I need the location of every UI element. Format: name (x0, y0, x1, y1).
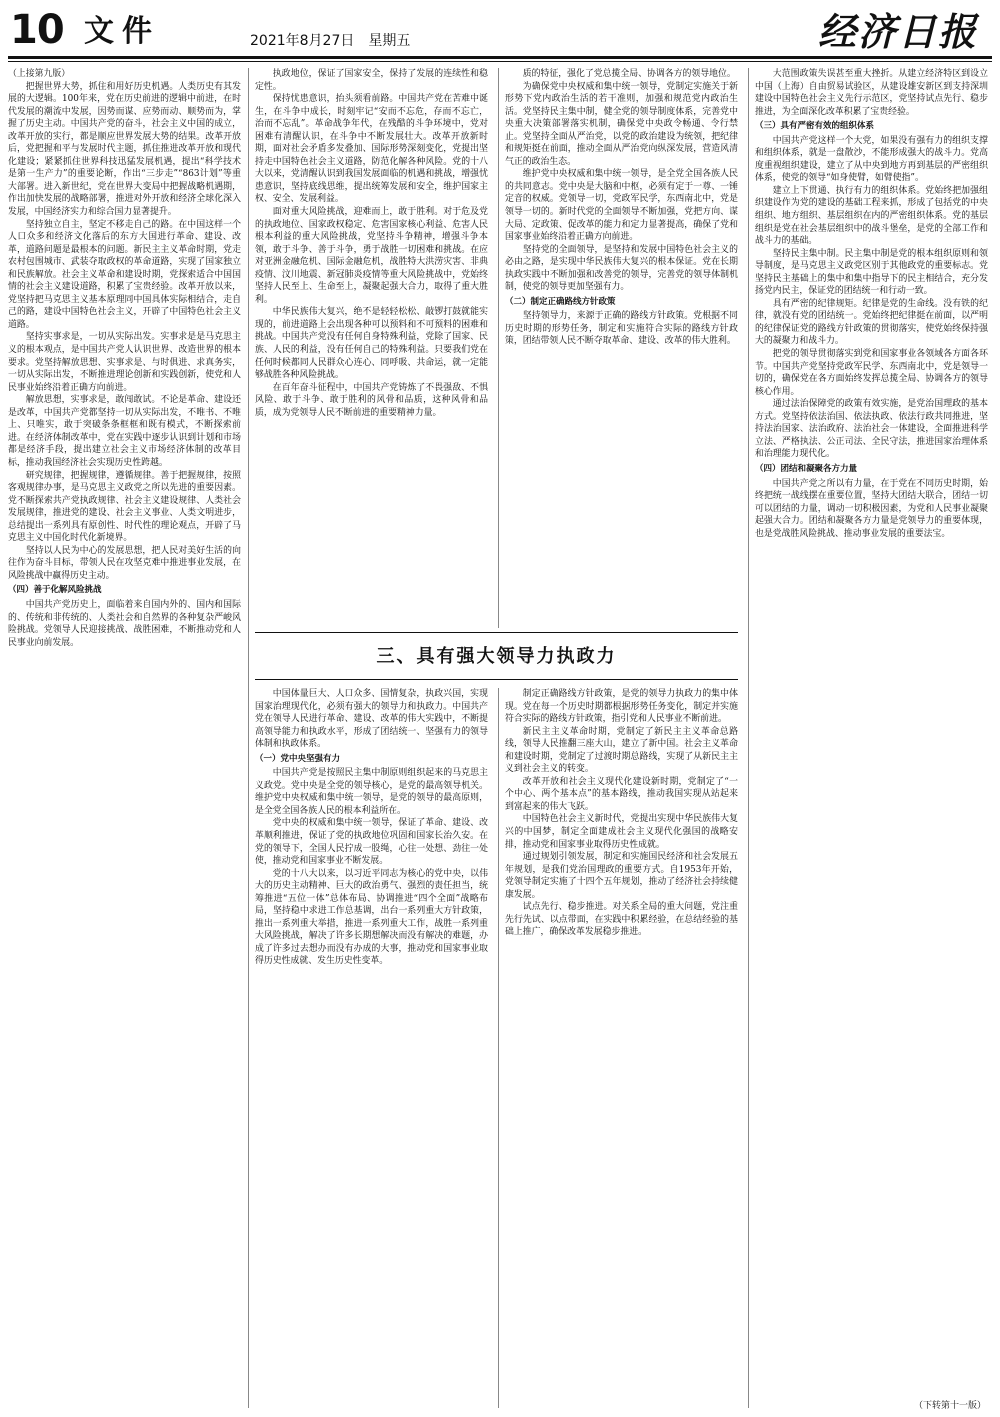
newspaper-logo: 经济日报 (817, 9, 978, 54)
section-headline: 三、具有强大领导力执政力 (376, 646, 617, 667)
paragraph: 通过规划引领发展，制定和实施国民经济和社会发展五年规划，是我们党治国理政的重要方式。自1953年开始，党领导制定实施了十四个五年规划，推动了经济社会持续健康发展。 (505, 852, 738, 900)
paragraph: 新民主主义革命时期，党制定了新民主主义革命总路线，领导人民推翻三座大山，建立了新中国。社会主义革命和建设时期，党制定了过渡时期总路线，实现了从新民主主义到社会主义的转变。 (505, 726, 738, 775)
masthead-rule (8, 56, 992, 59)
subheading: （四）善于化解风险挑战 (8, 585, 102, 596)
subheading: （三）具有严密有效的组织体系 (755, 121, 875, 132)
article-column-2-lower (255, 688, 488, 1408)
masthead (8, 6, 992, 56)
paragraph: 坚持独立自主，坚定不移走自己的路。在中国这样一个人口众多和经济文化落后的东方大国进行革命、建设、改革，道路问题是最根本的问题。新民主主义革命时期，党走农村包围城市、武装夺取政权的革命道路，实现了国家独立和民族解放。社会主义革命和建设时期，党探索适合中国国情的社会主义建设道路，积累了宝贵经验。改革开放以来，党坚持把马克思主义基本原理同中国具体实际相结合，走自己的路，建设中国特色社会主义，开辟了中国特色社会主义道路。 (8, 219, 241, 330)
article-column-4 (755, 68, 988, 1408)
paragraph: 党中央的权威和集中统一领导，保证了革命、建设、改革顺利推进，保证了党的执政地位巩固和国家长治久安。在党的领导下，全国人民拧成一股绳，心往一处想、劲往一处使，推动党和国家事业不断发展。 (255, 818, 488, 867)
paragraph: 研究规律，把握规律，遵循规律。善于把握规律，按照客观规律办事，是马克思主义政党之所以先进的重要因素。党不断探索共产党执政规律、社会主义建设规律、人类社会发展规律，推进党的建设、社会主义事业、人类文明进步，总结提出一系列具有原创性、时代性的理论观点，开辟了马克思主义中国化时代化新境界。 (8, 470, 241, 544)
subheading: （四）团结和凝聚各方力量 (755, 463, 858, 474)
article-column-3 (505, 68, 738, 628)
paragraph: 为确保党中央权威和集中统一领导，党制定实施关于新形势下党内政治生活的若干准则，加强和规范党内政治生活。党坚持民主集中制，健全党的领导制度体系，完善党中央重大决策部署落实机制，确保党中央政令畅通、令行禁止。党坚持全面从严治党，以党的政治建设为统领，把纪律和规矩挺在前面，推动全面从严治党向纵深发展，营造风清气正的政治生态。 (505, 81, 738, 167)
paragraph: 中国共产党是按照民主集中制原则组织起来的马克思主义政党。党中央是全党的领导核心，是党的最高领导机关。维护党中央权威和集中统一领导，是党的领导的最高原则，是全党全国各族人民的根本利益所在。 (255, 768, 488, 816)
paragraph: 执政地位，保证了国家安全，保持了发展的连续性和稳定性。 (255, 69, 488, 92)
paragraph: 在百年奋斗征程中，中国共产党铸炼了不畏强敌、不惧风险、敢于斗争、敢于胜利的风骨和品质，这种风骨和品质，成为党领导人民不断前进的重要精神力量。 (255, 382, 488, 418)
column-divider (748, 68, 749, 1408)
continuation-note: （上接第九版） (8, 69, 71, 79)
paragraph: 坚持以人民为中心的发展思想，把人民对美好生活的向往作为奋斗目标，带领人民在攻坚克难中推进事业发展，在风险挑战中赢得历史主动。 (8, 545, 241, 581)
section-headline-box (255, 632, 738, 680)
paragraph: 中华民族伟大复兴，绝不是轻轻松松、敲锣打鼓就能实现的，前进道路上会出现各种可以预料和不可预料的困难和挑战。中国共产党没有任何自身特殊利益，党除了国家、民族、人民的利益，没有任何自己的特殊利益。只要我们党在任何时候都同人民群众心连心、同呼吸、共命运，就一定能够战胜各种风险挑战。 (255, 307, 488, 381)
subheading: （一）党中央坚强有力 (255, 753, 341, 764)
paragraph: 中国共产党之所以有力量，在于党在不同历史时期，始终把统一战线摆在重要位置，坚持大团结大联合，团结一切可以团结的力量，调动一切积极因素，为党和人民事业凝聚起强大合力。团结和凝聚各方力量是党领导力的重要体现，也是党战胜风险挑战、推动事业发展的重要法宝。 (755, 478, 988, 539)
subheading: （二）制定正确路线方针政策 (505, 296, 616, 307)
headline-rule (255, 632, 738, 633)
headline-rule (255, 679, 738, 680)
paragraph: 制定正确路线方针政策，是党的领导力执政力的集中体现。党在每一个历史时期都根据形势任务变化，制定并实施符合实际的路线方针政策，指引党和人民事业不断前进。 (505, 689, 738, 725)
article-column-1 (8, 68, 241, 1408)
paragraph: 坚持党的全面领导，是坚持和发展中国特色社会主义的必由之路，是实现中华民族伟大复兴的根本保证。党在长期执政实践中不断加强和改善党的领导，完善党的领导体制机制，使党的领导更加坚强有力。 (505, 244, 738, 293)
paragraph: 中国体量巨大、人口众多、国情复杂，执政兴国，实现国家治理现代化，必须有强大的领导力和执政力。中国共产党在领导人民进行革命、建设、改革的伟大实践中，不断提高领导能力和执政水平，形成了团结统一、坚强有力的领导体制和执政体系。 (255, 689, 488, 750)
paragraph: 中国共产党历史上，面临着来自国内外的、国内和国际的、传统和非传统的、人类社会和自然界的各种复杂严峻风险挑战。党领导人民迎接挑战、战胜困难，不断推动党和人民事业向前发展。 (8, 599, 241, 648)
issue-date: 2021年8月27日 星期五 (250, 33, 411, 49)
paragraph: 面对重大风险挑战，迎难而上，敢于胜利。对于危及党的执政地位、国家政权稳定、危害国家核心利益、危害人民根本利益的重大风险挑战，党坚持斗争精神，增强斗争本领，敢于斗争、善于斗争，勇于战胜一切困难和挑战。在应对亚洲金融危机、国际金融危机，战胜特大洪涝灾害、非典疫情、汶川地震、新冠肺炎疫情等重大风险挑战中，党始终坚持人民至上、生命至上，凝聚起强大合力，取得了重大胜利。 (255, 207, 488, 305)
paragraph: 质的特征，强化了党总揽全局、协调各方的领导地位。 (522, 69, 736, 79)
paragraph: 中国特色社会主义新时代，党提出实现中华民族伟大复兴的中国梦，制定全面建成社会主义现代化强国的战略安排，推动党和国家事业取得历史性成就。 (505, 814, 738, 850)
paragraph: 通过法治保障党的政策有效实施，是党治国理政的基本方式。党坚持依法治国、依法执政、依法行政共同推进，坚持法治国家、法治政府、法治社会一体建设，全面推进科学立法、严格执法、公正司法、全民守法，推进国家治理体系和治理能力现代化。 (755, 399, 988, 460)
paragraph: 坚持领导力，来源于正确的路线方针政策。党根据不同历史时期的形势任务，制定和实施符合实际的路线方针政策，团结带领人民不断夺取革命、建设、改革的伟大胜利。 (505, 311, 738, 347)
paragraph: 建立上下贯通、执行有力的组织体系。党始终把加强组织建设作为党的建设的基础工程来抓，形成了包括党的中央组织、地方组织、基层组织在内的严密组织体系。党的基层组织是党在社会基层组织中的战斗堡垒，是党的全部工作和战斗力的基础。 (755, 185, 988, 247)
paragraph: 中国共产党这样一个大党，如果没有强有力的组织支撑和组织体系，就是一盘散沙，不能形成强大的战斗力。党高度重视组织建设，建立了从中央到地方再到基层的严密组织体系，使党的领导“如身使臂，如臂使指”。 (755, 135, 988, 184)
paragraph: 把握世界大势，抓住和用好历史机遇。人类历史有其发展的大逻辑。100年来，党在历史前进的逻辑中前进，在时代发展的潮流中发展，因势而谋、应势而动、顺势而为，掌握了历史主动。中国共产党的奋斗，社会主义中国的成立，改革开放的实行，都是顺应世界发展大势的结果。改革开放后，党把握和平与发展时代主题，抓住推进改革开放和现代化建设；紧紧抓住世界科技迅猛发展机遇，提出“科学技术是第一生产力”的重要论断，作出“三步走”“863计划”等重大部署。进入新世纪，党在世界大变局中把握战略机遇期，作出加快发展的战略部署，推进对外开放和经济全球化深入发展，中国经济实力和综合国力显著提升。 (8, 81, 241, 218)
continued-note: （下转第十一版） (913, 1401, 986, 1411)
paragraph: 大范围政策失误甚至重大挫折。从建立经济特区到设立中国（上海）自由贸易试验区，从建设雄安新区到支持深圳建设中国特色社会主义先行示范区，党坚持试点先行、稳步推进，为全面深化改革积累了宝贵经验。 (755, 69, 988, 117)
paragraph: 保持忧患意识，抬头须看前路。中国共产党在苦难中诞生，在斗争中成长，时刻牢记“安而不忘危，存而不忘亡，治而不忘乱”。革命战争年代，在残酷的斗争环境中，党对困难有清醒认识，在斗争中不断发展壮大。改革开放新时期，面对社会矛盾多发叠加、国际形势深刻变化，党提出坚持走中国特色社会主义道路，防范化解各种风险。党的十八大以来，党清醒认识到我国发展面临的机遇和挑战，增强忧患意识，坚持底线思维，提出统筹发展和安全，维护国家主权、安全、发展利益。 (255, 94, 488, 205)
paragraph: 改革开放和社会主义现代化建设新时期，党制定了“一个中心、两个基本点”的基本路线，推动我国实现从站起来到富起来的伟大飞跃。 (505, 776, 738, 812)
masthead-rule-thin (8, 61, 992, 62)
article-column-2 (255, 68, 488, 628)
page-number: 10 (10, 7, 64, 53)
paragraph: 具有严密的纪律规矩。纪律是党的生命线。没有铁的纪律，就没有党的团结统一。党始终把纪律挺在前面，以严明的纪律保证党的路线方针政策的贯彻落实，使党始终保持强大的凝聚力和战斗力。 (755, 298, 988, 347)
paragraph: 解放思想，实事求是，敢闯敢试。不论是革命、建设还是改革，中国共产党都坚持一切从实际出发，不唯书、不唯上、只唯实，敢于突破条条框框和既有模式，不断探索前进。在经济体制改革中，党在实践中逐步认识到计划和市场都是经济手段，提出建立社会主义市场经济体制的改革目标，推动我国经济社会实现历史性跨越。 (8, 395, 241, 468)
paragraph: 维护党中央权威和集中统一领导，是全党全国各族人民的共同意志。党中央是大脑和中枢，必须有定于一尊、一锤定音的权威。党领导一切，党政军民学，东西南北中，党是领导一切的。新时代党的全面领导不断加强，党把方向、谋大局、定政策、促改革的能力和定力显著提高，确保了党和国家事业始终沿着正确方向前进。 (505, 169, 738, 243)
column-divider (498, 688, 499, 1408)
section-title: 文件 (84, 14, 160, 49)
paragraph: 党的十八大以来，以习近平同志为核心的党中央，以伟大的历史主动精神、巨大的政治勇气、强烈的责任担当，统筹推进“五位一体”总体布局、协调推进“四个全面”战略布局，坚持稳中求进工作总基调，出台一系列重大方针政策，推出一系列重大举措，推进一系列重大工作，战胜一系列重大风险挑战，解决了许多长期想解决而没有解决的难题，办成了许多过去想办而没有办成的大事，推动党和国家事业取得历史性成就、发生历史性变革。 (255, 868, 488, 967)
column-divider (248, 68, 249, 1408)
paragraph: 坚持实事求是，一切从实际出发。实事求是是马克思主义的根本观点，是中国共产党人认识世界、改造世界的根本要求。党坚持解放思想、实事求是、与时俱进、求真务实，一切从实际出发，不断推进理论创新和实践创新，使党和人民事业始终沿着正确方向前进。 (8, 332, 241, 393)
paragraph: 把党的领导贯彻落实到党和国家事业各领域各方面各环节。中国共产党坚持党政军民学、东西南北中，党是领导一切的，确保党在各方面始终发挥总揽全局、协调各方的领导核心作用。 (755, 349, 988, 397)
paragraph: 坚持民主集中制。民主集中制是党的根本组织原则和领导制度，是马克思主义政党区别于其他政党的重要标志。党坚持民主基础上的集中和集中指导下的民主相结合，充分发扬党内民主，保证党的团结统一和行动一致。 (755, 248, 988, 297)
article-column-3-lower (505, 688, 738, 1408)
paragraph: 试点先行、稳步推进。对关系全局的重大问题，党注重先行先试、以点带面，在实践中积累经验，在总结经验的基础上推广，确保改革发展稳步推进。 (505, 902, 738, 938)
column-divider (498, 68, 499, 628)
